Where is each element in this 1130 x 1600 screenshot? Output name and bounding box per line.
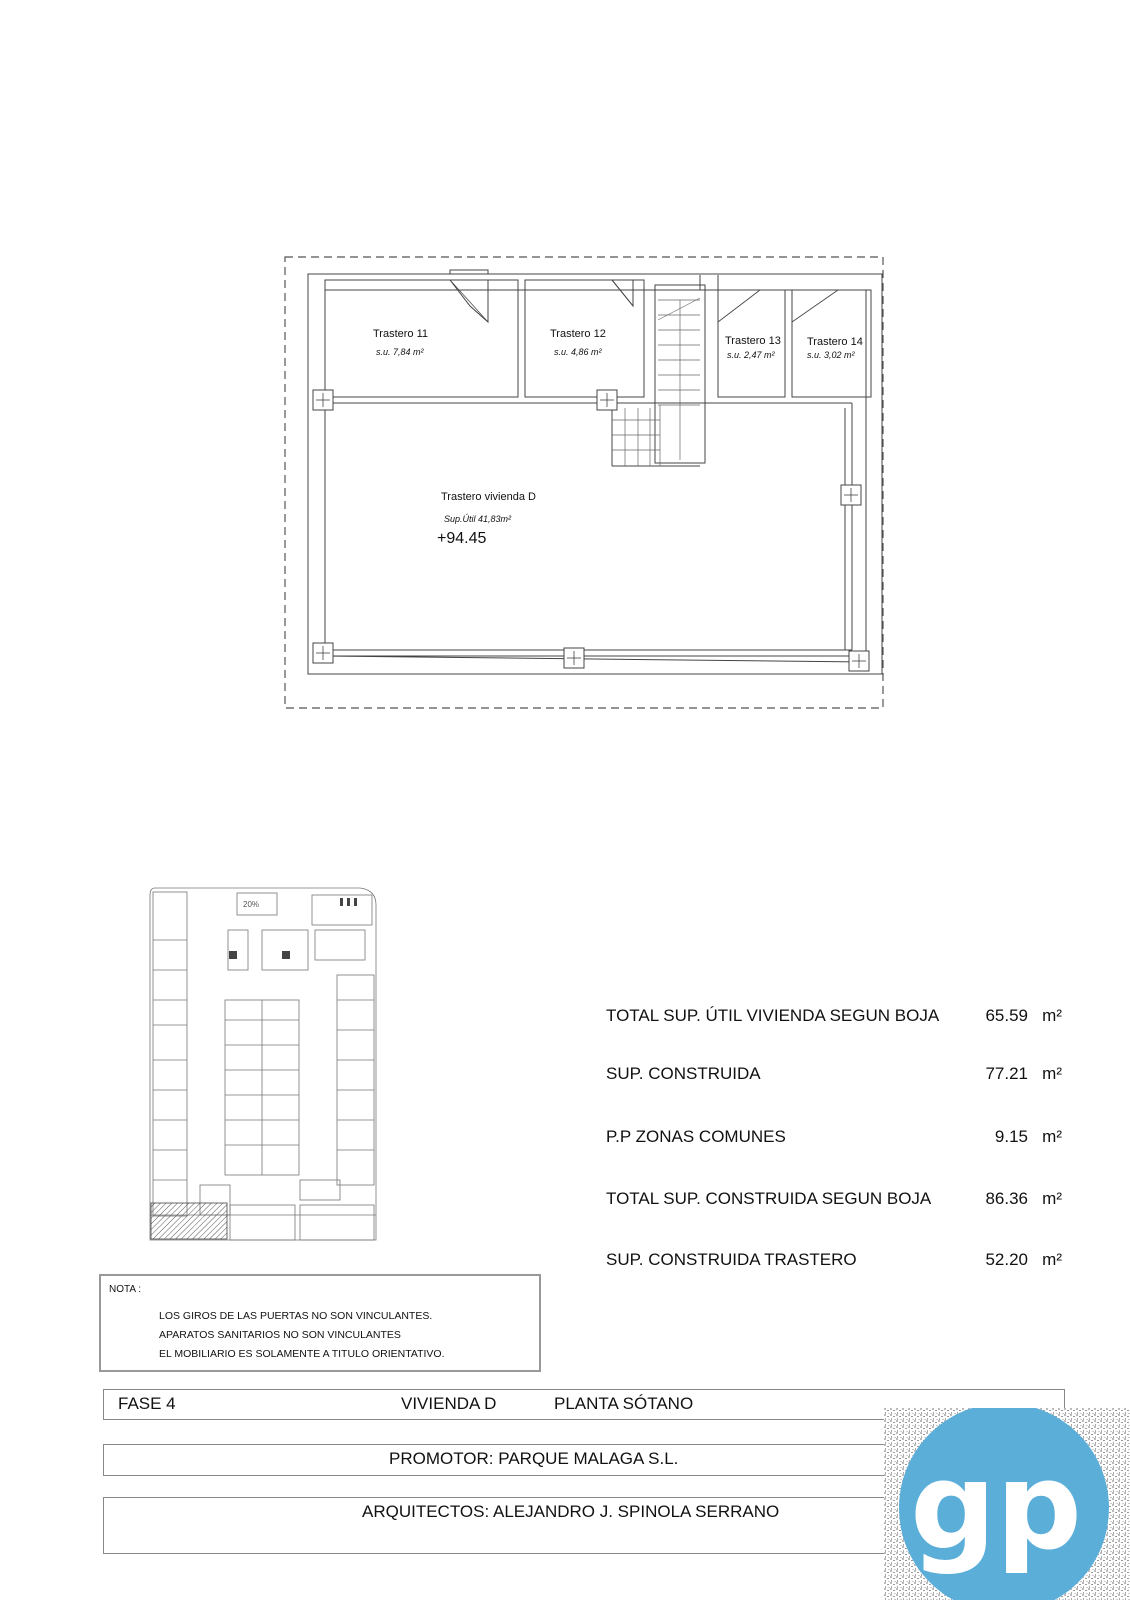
gp-logo: [884, 1408, 1130, 1600]
note-box: [99, 1274, 541, 1372]
promoter-label: PROMOTOR: PARQUE MALAGA S.L.: [389, 1449, 679, 1468]
area-row-total-util: [606, 1006, 1062, 1030]
area-unit: m²: [1042, 1127, 1062, 1146]
level-mark: +94.45: [437, 530, 487, 547]
room-label-trastero-12: Trastero 12: [550, 328, 606, 340]
note-title: NOTA :: [109, 1284, 142, 1295]
area-value: 9.15: [994, 1127, 1028, 1146]
area-label: P.P ZONAS COMUNES: [606, 1127, 786, 1146]
note-line: LOS GIROS DE LAS PUERTAS NO SON VINCULANTES.: [159, 1310, 433, 1322]
room-label-trastero-11: Trastero 11: [373, 328, 429, 340]
logo-text: gp: [910, 1438, 1082, 1577]
area-unit: m²: [1042, 1189, 1062, 1208]
room-area-trastero-11: s.u. 7,84 m²: [376, 347, 424, 357]
area-unit: m²: [1042, 1064, 1062, 1083]
area-row-total-construida: [606, 1189, 1062, 1213]
area-unit: m²: [1042, 1250, 1062, 1269]
area-label: TOTAL SUP. CONSTRUIDA SEGUN BOJA: [606, 1189, 932, 1208]
area-value: 65.59: [985, 1006, 1028, 1025]
note-line: EL MOBILIARIO ES SOLAMENTE A TITULO ORIENTATIVO.: [159, 1348, 445, 1360]
room-label-trastero-13: Trastero 13: [725, 335, 781, 347]
room-area-trastero-13: s.u. 2,47 m²: [727, 350, 775, 360]
room-area-trastero-12: s.u. 4,86 m²: [554, 347, 602, 357]
area-label: SUP. CONSTRUIDA: [606, 1064, 761, 1083]
area-row-zonas-comunes: [606, 1127, 1062, 1151]
area-label: SUP. CONSTRUIDA TRASTERO: [606, 1250, 857, 1269]
floor-label: PLANTA SÓTANO: [554, 1394, 694, 1413]
room-area-trastero-14: s.u. 3,02 m²: [807, 350, 855, 360]
architects-label: ARQUITECTOS: ALEJANDRO J. SPINOLA SERRANO: [362, 1502, 780, 1521]
room-area-main: Sup.Útil 41,83m²: [444, 514, 512, 524]
highlighted-unit: [151, 1203, 227, 1239]
area-value: 77.21: [985, 1064, 1028, 1083]
phase-label: FASE 4: [118, 1394, 176, 1413]
area-value: 52.20: [985, 1250, 1028, 1269]
ramp-label: 20%: [243, 900, 260, 909]
area-row-construida: [606, 1064, 1062, 1088]
room-label-trastero-14: Trastero 14: [807, 336, 863, 348]
area-row-trastero: [606, 1250, 1062, 1274]
room-label-main: Trastero vivienda D: [441, 491, 536, 503]
unit-label: VIVIENDA D: [401, 1394, 497, 1413]
area-unit: m²: [1042, 1006, 1062, 1025]
area-value: 86.36: [985, 1189, 1028, 1208]
area-label: TOTAL SUP. ÚTIL VIVIENDA SEGUN BOJA: [606, 1006, 940, 1025]
note-line: APARATOS SANITARIOS NO SON VINCULANTES: [159, 1329, 401, 1341]
